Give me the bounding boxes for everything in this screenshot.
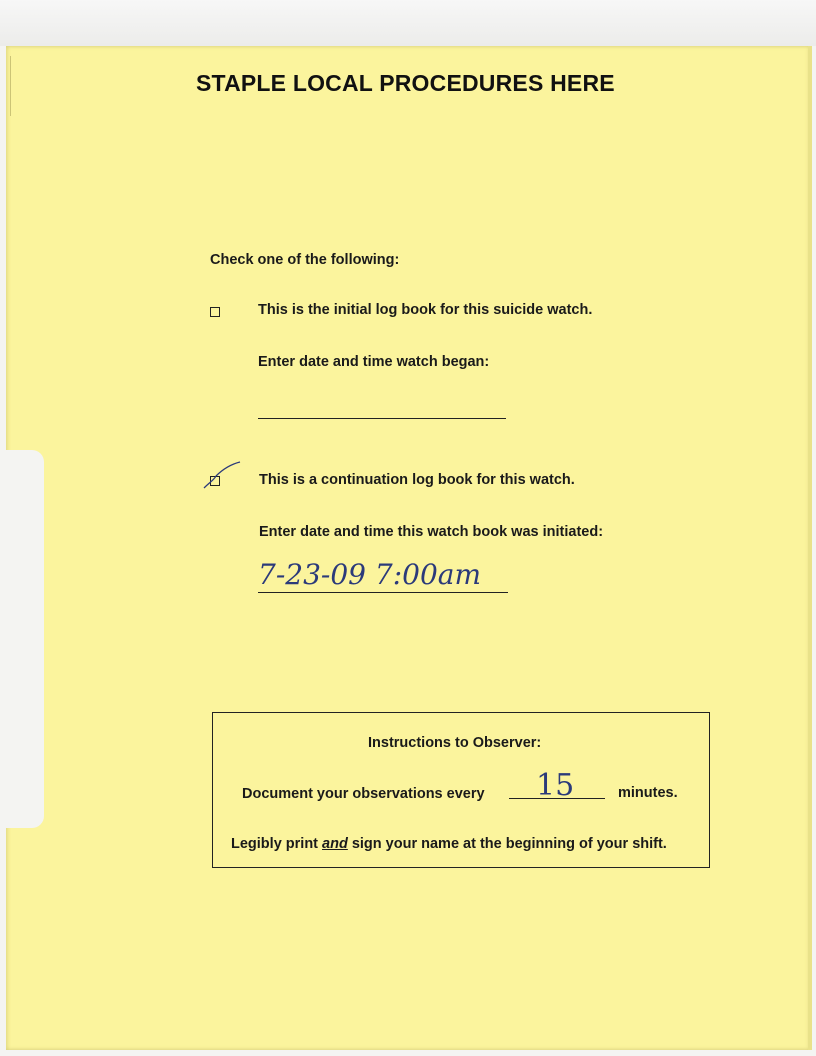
sign-emphasis: and	[322, 836, 348, 852]
scan-top-margin	[0, 0, 816, 46]
cover-tab-cutout	[6, 450, 44, 828]
initial-date-field[interactable]	[258, 418, 506, 419]
sign-instruction	[231, 836, 667, 852]
initial-log-label: This is the initial log book for this suicide watch.	[258, 302, 593, 318]
initial-log-checkbox[interactable]	[210, 307, 220, 317]
check-prompt: Check one of the following:	[210, 252, 400, 268]
continuation-date-value: 7-23-09 7:00am	[258, 558, 482, 591]
observe-interval-value: 15	[536, 768, 575, 803]
initial-date-prompt: Enter date and time watch began:	[258, 354, 490, 370]
continuation-date-prompt: Enter date and time this watch book was initiated:	[259, 524, 604, 540]
log-book-cover	[6, 46, 812, 1050]
cover-edge	[808, 46, 812, 1050]
sign-prefix: Legibly print	[231, 836, 323, 852]
observe-interval-field[interactable]	[509, 798, 605, 799]
instructions-title: Instructions to Observer:	[368, 735, 542, 751]
scan-artifact	[10, 56, 11, 116]
staple-heading: STAPLE LOCAL PROCEDURES HERE	[196, 70, 615, 96]
handwritten-check-mark	[202, 460, 246, 492]
sign-suffix: sign your name at the beginning of your shift.	[347, 836, 667, 852]
observe-suffix: minutes.	[618, 785, 678, 801]
continuation-log-label: This is a continuation log book for this watch.	[259, 472, 575, 488]
observe-prefix: Document your observations every	[242, 786, 485, 802]
continuation-date-field[interactable]	[258, 592, 508, 593]
